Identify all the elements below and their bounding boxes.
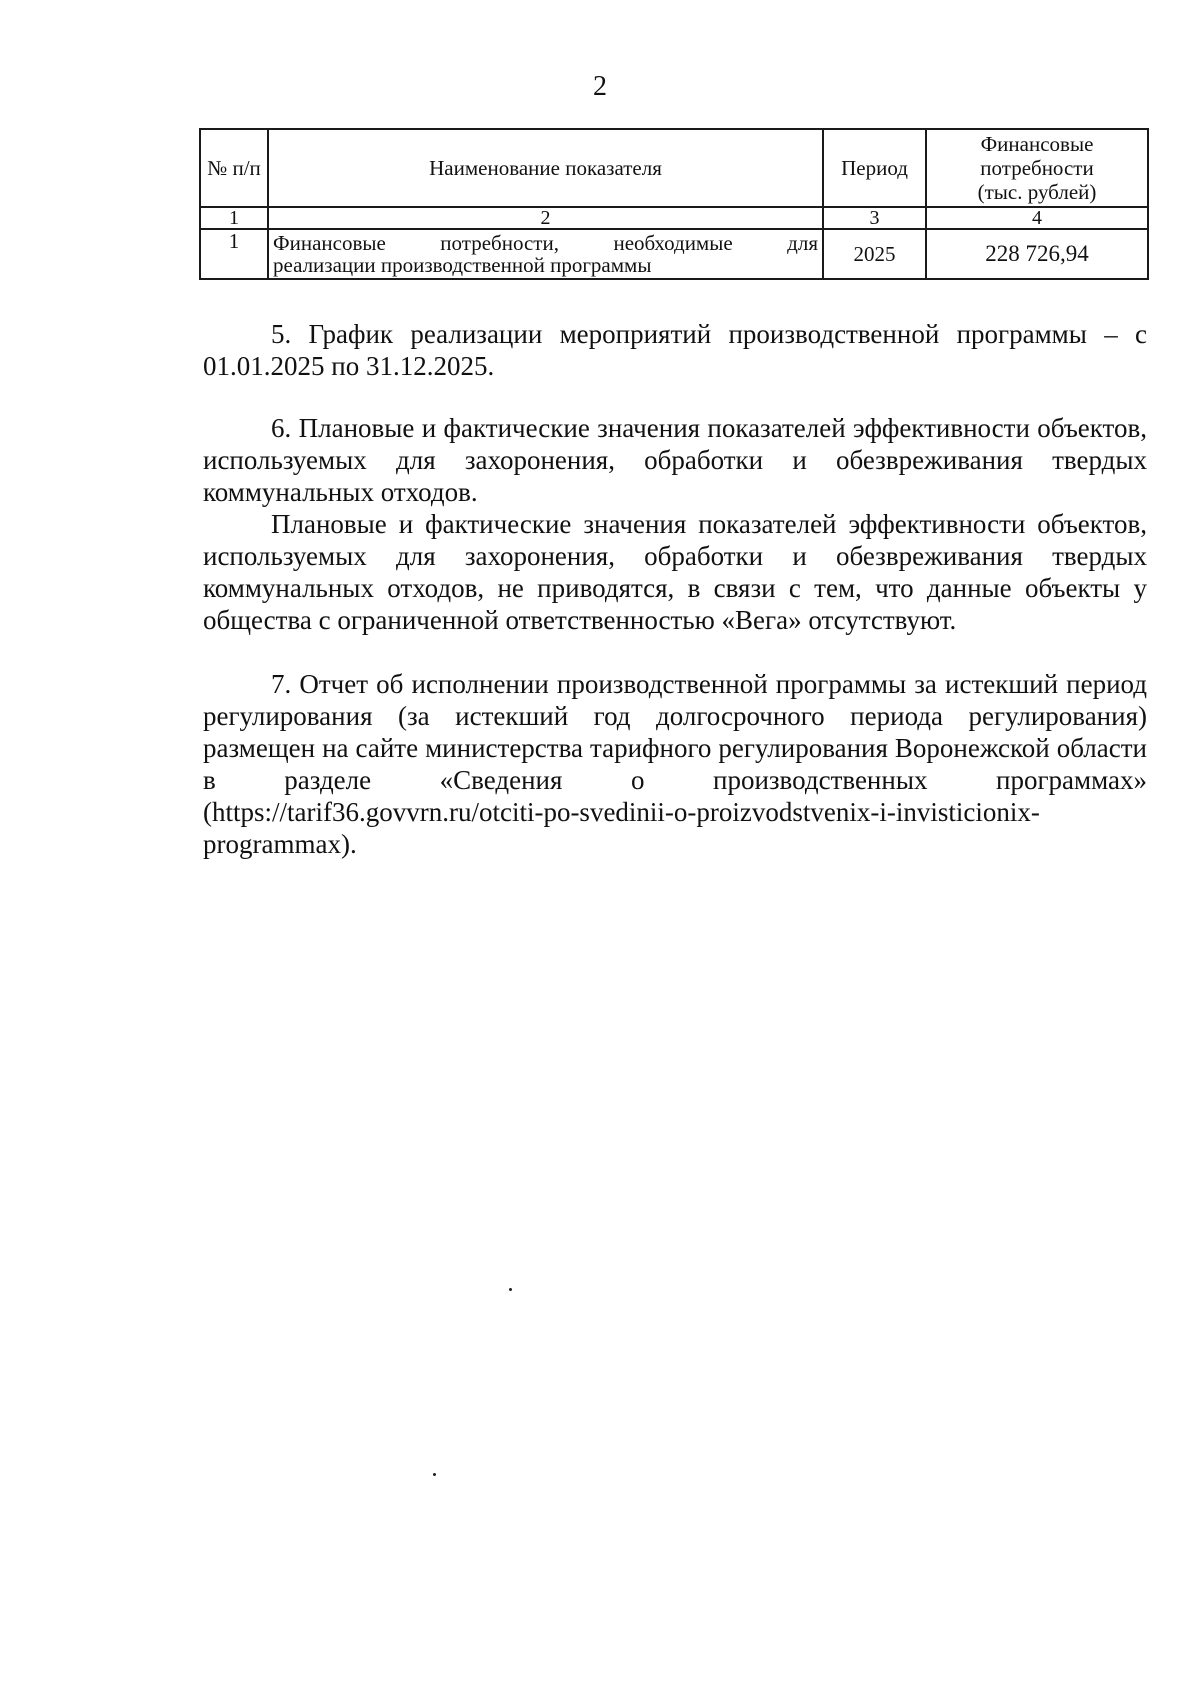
header-num: № п/п [200,129,268,207]
table-row [200,229,1148,279]
scan-speck [509,1288,512,1291]
section-7-paragraph: 7. Отчет об исполнении производственной программы за истекший период регулирования (за истекший год долгосрочного периода регулирования) размещен на сайте министерства тарифного регулирования Воронежской области в разделе «Сведения о производственных программах» (https://tarif36.govvrn.ru/otciti-po-svedinii-o-proizvodstvenix-i-invisticionix-programmax). [203,669,1147,859]
row-num: 1 [200,229,268,279]
section-6-title: 6. Плановые и фактические значения показателей эффективности объектов, используемых для захоронения, обработки и обезвреживания твердых коммунальных отходов. [203,413,1147,507]
scan-speck [433,1473,436,1476]
column-number: 4 [926,207,1148,229]
header-fin-line2: потребности [980,156,1094,180]
row-name-line2: реализации производственной программы [273,253,652,277]
section-6-body: Плановые и фактические значения показателей эффективности объектов, используемых для захоронения, обработки и обезвреживания твердых коммунальных отходов, не приводятся, в связи с тем, что данные объекты у общества с ограниченной ответственностью «Вега» отсутствуют. [203,509,1147,635]
page-number: 2 [593,71,607,102]
column-number: 1 [200,207,268,229]
column-number-row [200,207,1148,229]
header-fin-line1: Финансовые [980,132,1094,156]
header-period: Период [823,129,926,207]
table-header-row [200,129,1148,207]
financial-needs-table [199,128,1149,280]
section-5-paragraph: 5. График реализации мероприятий производственной программы – с 01.01.2025 по 31.12.2025. [203,319,1147,381]
row-period: 2025 [823,229,926,279]
header-fin-line3: (тыс. рублей) [977,180,1097,204]
header-financial-needs [926,129,1148,207]
header-name: Наименование показателя [268,129,823,207]
row-value: 228 726,94 [926,229,1148,279]
column-number: 3 [823,207,926,229]
row-name [268,229,823,279]
row-name-line1: Финансовые потребности, необходимые для [273,231,818,255]
column-number: 2 [268,207,823,229]
